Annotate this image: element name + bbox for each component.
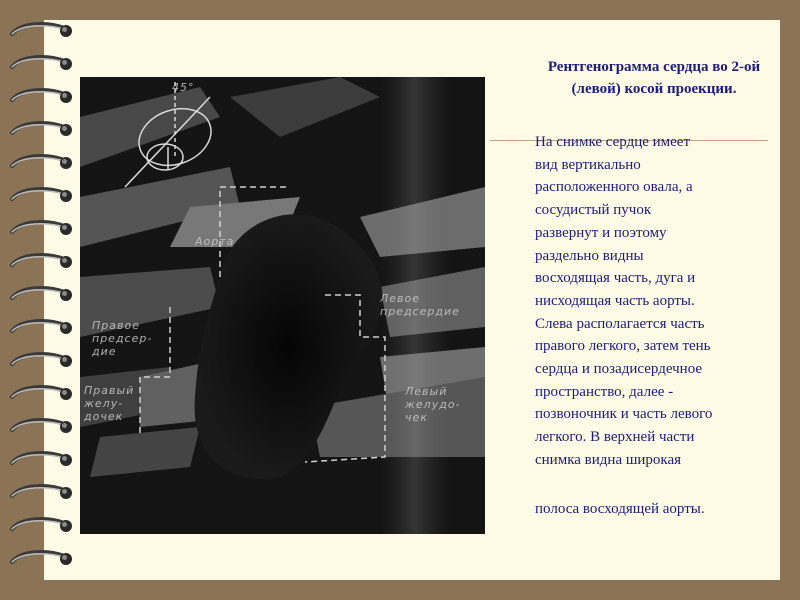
spiral-ring: [8, 350, 74, 372]
spiral-ring: [8, 53, 74, 75]
xray-image: [80, 77, 485, 534]
spiral-ring: [8, 317, 74, 339]
spiral-ring: [8, 119, 74, 141]
slide-body-text: На снимке сердце имеет вид вертикально расположенного овала, а сосудистый пучок развернут и поэтому раздельно видны восходящая часть, дуга и нисходящая часть аорты. Слева располагается часть правого легкого, затем тень сердца и позадисердечное пространство, далее - позвоночник и часть левого легкого. В верхней части снимка видна широкая: [535, 134, 713, 468]
spiral-ring: [8, 86, 74, 108]
spiral-ring: [8, 515, 74, 537]
spiral-ring: [8, 548, 74, 570]
spiral-ring: [8, 218, 74, 240]
spiral-ring: [8, 383, 74, 405]
spiral-ring: [8, 482, 74, 504]
label-aorta: Аорта: [195, 235, 235, 248]
slide-body-tail: полоса восходящей аорты.: [535, 501, 705, 517]
spiral-ring: [8, 416, 74, 438]
spiral-ring: [8, 185, 74, 207]
spiral-ring: [8, 449, 74, 471]
spiral-ring: [8, 152, 74, 174]
label-left-atrium: Левое предсердие: [380, 292, 460, 318]
spiral-ring: [8, 284, 74, 306]
angle-label: 45°: [172, 81, 195, 94]
label-left-ventricle: Левый желудо- чек: [405, 385, 461, 424]
label-right-ventricle: Правый желу- дочек: [84, 384, 135, 423]
label-right-atrium: Правое предсер- дие: [92, 319, 153, 358]
slide-title: Рентгенограмма сердца во 2-ой (левой) косой проекции.: [547, 59, 761, 97]
spiral-ring: [8, 251, 74, 273]
spiral-ring: [8, 20, 74, 42]
